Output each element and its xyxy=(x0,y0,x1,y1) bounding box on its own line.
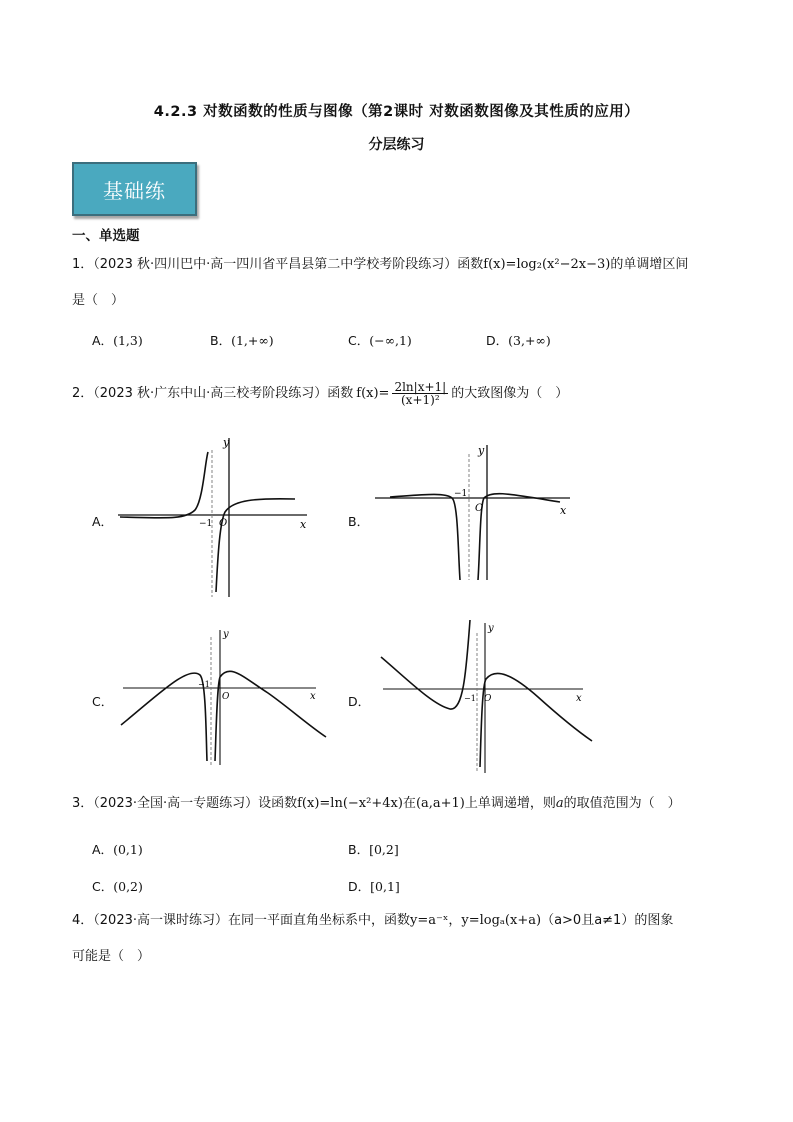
question-1-line2: 是（ ） xyxy=(72,293,125,308)
minus-one-label: −1 xyxy=(198,680,210,689)
minus-one-label: −1 xyxy=(199,519,213,529)
option-value: (1,+∞) xyxy=(231,333,274,348)
right-branch xyxy=(478,494,560,580)
option-label: B． xyxy=(348,842,370,857)
option-label: C． xyxy=(348,333,370,348)
question-4-prefix: 4．（2023·高一课时练习）在同一平面直角坐标系中，函数 xyxy=(72,913,410,928)
worksheet-subtitle: 分层练习 xyxy=(368,137,425,153)
question-2-suffix: 的大致图像为（ ） xyxy=(451,385,569,401)
question-4-sep: ， xyxy=(448,913,462,928)
question-4 xyxy=(72,914,673,927)
origin-label: O xyxy=(219,518,228,529)
question-2-option-b[interactable]: B． xyxy=(348,514,370,529)
question-4-f1: y=a⁻ˣ xyxy=(410,913,449,928)
right-branch xyxy=(216,499,295,592)
y-label: y xyxy=(478,444,485,457)
level-badge: 基础练 xyxy=(72,162,197,216)
graph-c[interactable] xyxy=(118,625,330,767)
minus-one-label: −1 xyxy=(464,694,476,703)
question-2-denominator: (x+1)² xyxy=(401,392,440,407)
question-3-mid: 在 xyxy=(402,796,416,811)
question-1-option-b[interactable] xyxy=(210,331,274,349)
option-value: (1,3) xyxy=(113,333,143,348)
option-label: D． xyxy=(486,333,509,348)
x-label: x xyxy=(310,691,316,702)
question-2-option-d[interactable]: D． xyxy=(348,694,371,709)
option-value: [0,2] xyxy=(369,842,399,857)
left-branch xyxy=(120,452,208,518)
y-label: y xyxy=(223,436,230,449)
question-1-prefix: 1．（2023 秋·四川巴中·高一四川省平昌县第二中学校考阶段练习）函数 xyxy=(72,257,484,272)
option-label: D． xyxy=(348,879,371,894)
option-value: (−∞,1) xyxy=(369,333,412,348)
section-heading: 一、单选题 xyxy=(72,228,140,244)
origin-label: O xyxy=(475,503,484,514)
x-label: x xyxy=(300,518,307,531)
worksheet-title: 4.2.3 对数函数的性质与图像（第2课时 对数函数图像及其性质的应用） xyxy=(153,104,640,120)
graph-b[interactable] xyxy=(370,440,580,585)
question-3-interval: (a,a+1) xyxy=(415,796,465,811)
origin-label: O xyxy=(484,694,492,704)
option-value: (0,1) xyxy=(113,842,143,857)
right-branch xyxy=(480,673,592,767)
y-label: y xyxy=(223,629,229,640)
question-1 xyxy=(72,258,688,271)
x-label: x xyxy=(560,504,567,517)
graph-d[interactable] xyxy=(378,615,598,775)
question-1-option-a[interactable] xyxy=(92,331,143,349)
question-1-option-d[interactable] xyxy=(486,331,551,349)
question-3-var: a xyxy=(555,796,564,811)
option-label: C． xyxy=(92,879,114,894)
y-label: y xyxy=(488,623,494,634)
question-3 xyxy=(72,797,681,810)
option-value: (3,+∞) xyxy=(508,333,551,348)
origin-label: O xyxy=(222,692,230,702)
option-value: [0,1] xyxy=(370,879,400,894)
option-label: A． xyxy=(92,333,114,348)
question-3-option-a[interactable] xyxy=(92,840,143,858)
question-2-lhs: f(x)= xyxy=(356,385,390,401)
question-1-option-c[interactable] xyxy=(348,331,412,349)
option-value: (0,2) xyxy=(113,879,143,894)
question-3-suffix: 的取值范围为（ ） xyxy=(563,796,681,811)
question-4-line2: 可能是（ ） xyxy=(72,949,151,964)
right-branch xyxy=(215,671,326,761)
question-3-formula: f(x)=ln(−x²+4x) xyxy=(297,796,403,811)
question-3-option-c[interactable] xyxy=(92,877,143,895)
question-2-numerator: 2ln|x+1| xyxy=(394,379,447,394)
question-2 xyxy=(72,372,568,414)
question-3-option-d[interactable] xyxy=(348,877,400,895)
question-3-prefix: 3．（2023·全国·高一专题练习）设函数 xyxy=(72,796,298,811)
question-1-suffix: 的单调增区间 xyxy=(610,257,689,272)
graph-a[interactable] xyxy=(115,432,315,598)
question-4-f2: y=logₐ(x+a) xyxy=(461,913,542,928)
question-2-prefix: 2．（2023 秋·广东中山·高三校考阶段练习）函数 xyxy=(72,385,354,401)
question-3-option-b[interactable] xyxy=(348,840,399,858)
question-2-fraction xyxy=(392,381,448,406)
question-2-option-a[interactable]: A． xyxy=(92,514,114,529)
option-label: A． xyxy=(92,842,114,857)
left-branch xyxy=(390,494,460,580)
question-4-suffix: 的图象 xyxy=(634,913,674,928)
question-1-formula: f(x)=log₂(x²−2x−3) xyxy=(483,257,611,272)
option-label: B． xyxy=(210,333,232,348)
left-branch xyxy=(381,620,470,709)
question-2-option-c[interactable]: C． xyxy=(92,694,114,709)
minus-one-label: −1 xyxy=(454,489,468,499)
question-3-mid2: 上单调递增，则 xyxy=(464,796,556,811)
question-4-cond: （a>0且a≠1） xyxy=(541,913,635,928)
x-label: x xyxy=(576,693,582,704)
left-branch xyxy=(121,673,207,761)
